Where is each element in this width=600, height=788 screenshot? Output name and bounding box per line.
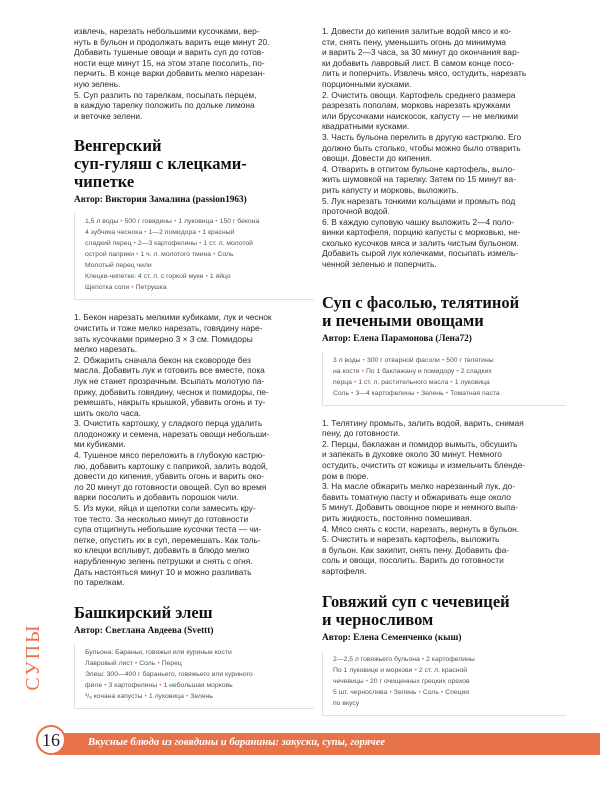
ingredient-line <box>85 647 310 658</box>
ingredient-item: острой паприки <box>85 251 135 259</box>
ingredient-item: 1 небольшая морковь <box>163 681 233 689</box>
bullet-icon: • <box>215 218 218 226</box>
ingredient-item: 1 ст. л. растительного масла <box>358 378 449 386</box>
text-line: ности еще минут 15, на этом этапе посолить, по- <box>74 57 265 68</box>
text-line: жить шумовкой на тарелку. Затем по 15 минут ва- <box>322 174 516 185</box>
ingredients-box <box>322 352 566 406</box>
bullet-icon: • <box>198 229 201 237</box>
ingredient-item: По 1 баклажану и помидору <box>365 367 455 375</box>
bullet-icon: • <box>445 389 449 397</box>
ingredient-line <box>333 355 562 366</box>
text-line: рить жидкость, постоянно помешивая. <box>322 513 472 523</box>
bullet-icon: • <box>414 666 417 674</box>
text-line: проточной водой. <box>322 206 390 217</box>
text-line: шить около часа. <box>74 407 141 418</box>
text-line: ми кубиками. <box>74 439 126 450</box>
ingredient-item: 1 луковица <box>148 692 184 700</box>
ingredient-item: Молотый перец чили <box>85 262 152 270</box>
ingredient-item: Зелень <box>420 389 444 397</box>
ingredient-line <box>333 388 562 399</box>
recipe-title: Говяжий суп с чечевицей и черносливом <box>322 591 510 629</box>
text-line: тое тесто. За несколько минут до готовности <box>74 513 249 524</box>
bullet-icon: • <box>199 240 202 248</box>
ingredient-line <box>85 669 310 680</box>
ingredient-item: 1 ст. л. молотой <box>203 240 253 248</box>
ingredient-item: 500 г телятины <box>446 356 494 364</box>
text-line: лю, добавить картошку с паприкой, залить водой, <box>74 460 268 471</box>
text-line: 2. Обжарить сначала бекон на сковороде без <box>74 354 251 365</box>
ingredients-box <box>322 651 566 716</box>
text-line: 6. В каждую суповую чашку выложить 2—4 поло- <box>322 216 514 227</box>
ingredient-line <box>333 654 562 665</box>
text-line: бавить томатную пасту и обжаривать еще около <box>322 491 511 502</box>
bullet-icon: • <box>440 688 444 696</box>
text-line: Дать настояться минут 10 и можно разливать <box>74 566 252 577</box>
recipe-author: Автор: Светлана Авдеева (Svettt) <box>74 625 214 636</box>
ingredient-line <box>85 680 310 691</box>
ingredient-item: чечевицы <box>333 677 364 685</box>
bullet-icon: • <box>351 389 354 397</box>
bullet-icon: • <box>362 356 365 364</box>
ingredient-line <box>333 676 562 687</box>
text-line: нарубленную зелень петрушки и снять с огня. <box>74 556 253 566</box>
bullet-icon: • <box>361 367 364 375</box>
text-line: сколько кусочков мяса и залить чистым бульоном. <box>322 237 519 248</box>
text-line: 5 минут. Добавить овощное пюре и немного выпа- <box>322 502 519 513</box>
ingredient-item: Соль <box>217 251 234 259</box>
section-sidebar <box>18 612 48 702</box>
recipe-title: Венгерский суп-гуляш с клецками- чипетке <box>74 136 247 192</box>
text-line: ремешать, накрыть крышкой, убавить огонь и ту- <box>74 397 266 408</box>
recipe-author: Автор: Виктория Замалина (passion1963) <box>74 195 247 206</box>
bullet-icon: • <box>120 218 123 226</box>
ingredient-line <box>85 658 310 669</box>
right-intro-text <box>322 26 566 270</box>
recipe-hungarian-goulash <box>74 137 314 587</box>
bullet-icon: • <box>104 681 107 689</box>
ingredient-item: 1 ч. л. молотого тмина <box>140 251 212 259</box>
ingredient-item: 2—2,5 л говяжьего бульона <box>333 655 420 663</box>
ingredient-line <box>85 227 310 238</box>
bullet-icon: • <box>185 692 189 700</box>
right-column <box>322 26 566 728</box>
text-line: должно быть столько, чтобы можно было отварить <box>322 142 521 153</box>
ingredient-item: 150 г бекона <box>219 218 260 226</box>
ingredient-line <box>333 366 562 377</box>
ingredient-item: Петрушка <box>135 284 167 292</box>
ingredient-item: 1—2 помидора <box>148 229 197 237</box>
recipe-bashkir-elesh <box>74 604 314 709</box>
ingredient-item: Бульона: Бараньи, говяжьи или куриные кости <box>85 648 232 656</box>
text-line: прику, добавить говядину, чеснок и помидоры, пе- <box>74 386 269 397</box>
text-line: перчить. В конце варки добавить мелко нарезан- <box>74 68 266 79</box>
text-line: ко клецки всплывут, добавить в блюдо мелко <box>74 545 250 556</box>
text-line: 4. Тушеное мясо переложить в глубокую кастрю- <box>74 450 266 461</box>
ingredient-item: Соль <box>333 389 350 397</box>
text-line: 5. Лук нарезать тонкими кольцами и промыть под <box>322 195 516 206</box>
text-line: 1. Бекон нарезать мелкими кубиками, лук и чеснок <box>74 312 272 323</box>
left-column <box>74 26 314 721</box>
text-line: 1. Довести до кипения залитые водой мясо и ко- <box>322 26 512 36</box>
bullet-icon: • <box>133 240 136 248</box>
ingredient-item: 3 картофелины <box>108 681 158 689</box>
left-intro-text <box>74 26 314 121</box>
text-line: лук не станет прозрачным. Всыпать молотую па- <box>74 375 265 386</box>
ingredient-item: Элеш: 300—400 г бараньего, говяжьего или куриного <box>85 670 253 678</box>
text-line: или брусочками наискосок, капусту — не мелкими <box>322 110 519 121</box>
ingredient-item: 1 красный <box>202 229 235 237</box>
ingredient-line <box>85 271 310 282</box>
recipe-bean-veal-soup <box>322 294 566 577</box>
bullet-icon: • <box>144 229 147 237</box>
ingredient-item: 1 яйцо <box>209 273 231 281</box>
text-line: 5. Очистить и нарезать картофель, выложить <box>322 534 500 545</box>
ingredient-line <box>333 377 562 388</box>
ingredient-item: 1 луковица <box>454 378 490 386</box>
text-line: довести до кипения, убавить огонь и варить око- <box>74 471 264 482</box>
bullet-icon: • <box>205 273 208 281</box>
bullet-icon: • <box>159 681 162 689</box>
text-line: очистить и тоже мелко нарезать, говядину наре- <box>74 322 263 333</box>
ingredient-item: Томатная паста <box>450 389 500 397</box>
ingredient-item: 1 луковица <box>178 218 214 226</box>
ingredient-item: Зелень <box>190 692 213 700</box>
text-line: ченной зеленью и поперчить. <box>322 259 437 270</box>
text-line: мелко нарезать. <box>74 344 138 355</box>
text-line: винки картофеля, порцию капусты с морковью, не- <box>322 227 521 238</box>
text-line: 1. Телятину промыть, залить водой, варить, снимая <box>322 417 524 428</box>
bullet-icon: • <box>136 251 139 259</box>
bullet-icon: • <box>421 655 425 663</box>
ingredient-item: филе <box>85 681 103 689</box>
text-line: ром в пюре. <box>322 470 369 481</box>
ingredient-item: Зелень <box>393 688 417 696</box>
page-number: 16 <box>36 725 66 755</box>
ingredient-item: ¹/₆ кочана капусты <box>85 692 143 700</box>
text-line: 5. Суп разлить по тарелкам, посыпать перцем, <box>74 89 257 100</box>
ingredient-line <box>85 282 310 293</box>
recipe-title: Башкирский элеш <box>74 602 213 622</box>
text-line: ки добавить лавровый лист. В самом конце посо- <box>322 57 515 68</box>
footer-book-title: Вкусные блюда из говядины и баранины: закуски, супы, горячее <box>88 737 386 748</box>
ingredient-item: 2 ст. л. красной <box>418 666 468 674</box>
text-line: извлечь, нарезать небольшими кусочками, вер- <box>74 26 260 36</box>
text-line: 4. Отварить в отпитом бульоне картофель, выло- <box>322 163 515 174</box>
ingredient-line <box>333 698 562 709</box>
ingredient-item: Лавровый лист <box>85 659 133 667</box>
bullet-icon: • <box>157 659 160 667</box>
text-line: плодоножку и семена, нарезать овощи небольши- <box>74 428 270 439</box>
ingredient-item: 500 г говядины <box>124 218 172 226</box>
text-line: 5. Из муки, яйца и щепотки соли замесить кру- <box>74 503 256 514</box>
text-line: варки посолить и добавить порошок чили. <box>74 492 239 503</box>
bullet-icon: • <box>144 692 147 700</box>
text-line: в каждую тарелку положить по дольке лимона <box>74 100 255 111</box>
bullet-icon: • <box>450 378 453 386</box>
ingredient-item: По 1 луковице и моркови <box>333 666 413 674</box>
ingredient-item: 20 г очищенных грецких орехов <box>370 677 470 685</box>
ingredients-box <box>74 644 314 709</box>
ingredient-item: 4 зубчика чеснока <box>85 229 143 237</box>
text-line: нуть в бульон и продолжать варить еще минут 20. <box>74 36 270 47</box>
ingredient-item: Перец <box>161 659 182 667</box>
bullet-icon: • <box>173 218 177 226</box>
text-line: петке, опустить их в суп, перемешать. Как толь- <box>74 534 261 545</box>
text-line: 4. Мясо снять с кости, нарезать, вернуть в бульон. <box>322 523 520 534</box>
text-line: 2. Перцы, баклажан и помидор вымыть, обсушить <box>322 438 518 449</box>
text-line: порционными кусками. <box>322 78 412 89</box>
recipe-author: Автор: Елена Парамонова (Лена72) <box>322 333 472 344</box>
text-line: Добавить тушеные овощи и варить суп до готов- <box>74 47 264 58</box>
ingredient-item: на кости <box>333 367 360 375</box>
text-line: масла. Добавить лук и готовить все вместе, пока <box>74 365 265 376</box>
recipe-author: Автор: Елена Семенченко (кыш) <box>322 632 462 643</box>
text-line: овощи. Довести до кипения. <box>322 153 432 164</box>
ingredient-line <box>333 687 562 698</box>
ingredient-item: Специи <box>445 688 470 696</box>
text-line: рить капусту и морковь, выложить. <box>322 184 459 195</box>
text-line: Добавить сырой лук колечками, посыпать измель- <box>322 248 519 259</box>
ingredient-item: 3—4 картофелины <box>355 389 415 397</box>
section-label: СУПЫ <box>22 623 44 691</box>
ingredient-line <box>85 216 310 227</box>
ingredient-item: 3 л воды <box>333 356 361 364</box>
ingredient-item: сладкий перец <box>85 240 132 248</box>
ingredient-line <box>333 665 562 676</box>
text-line: 3. Часть бульона перелить в другую кастрюлю. Его <box>322 131 522 142</box>
bullet-icon: • <box>365 677 368 685</box>
recipe-title: Суп с фасолью, телятиной и печеными овощами <box>322 292 520 330</box>
ingredient-line <box>85 238 310 249</box>
ingredients-box <box>74 213 314 300</box>
text-line: по тарелкам. <box>74 577 125 588</box>
ingredient-item: Щепотка соли <box>85 284 130 292</box>
text-line: 3. Очистить картошку, у сладкого перца удалить <box>74 418 263 429</box>
ingredient-item: 5 шт. чернослива <box>333 688 388 696</box>
ingredient-item: перца <box>333 378 352 386</box>
ingredient-item: Соль <box>139 659 156 667</box>
text-line: и запекать в духовке около 30 минут. Немного <box>322 449 502 460</box>
ingredient-line <box>85 249 310 260</box>
recipe-lentil-prune-soup <box>322 593 566 716</box>
ingredient-item: Клецки-чипетке: 4 ст. л. с горкой муки <box>85 273 204 281</box>
text-line: 3. На масле обжарить мелко нарезанный лук, до- <box>322 481 515 492</box>
text-line: и варить 2—3 часа, за 30 минут до окончания вар- <box>322 47 520 58</box>
ingredient-item: 1,5 л воды <box>85 218 119 226</box>
recipe-steps <box>322 418 566 577</box>
bullet-icon: • <box>353 378 357 386</box>
bullet-icon: • <box>456 367 459 375</box>
text-line: лить и поперчить. Извлечь мясо, остудить, нарезать <box>322 68 527 79</box>
text-line: ло 20 минут до готовности овощей. Суп во время <box>74 481 267 492</box>
text-line: пену, до готовности. <box>322 428 401 439</box>
bullet-icon: • <box>389 688 392 696</box>
ingredient-line <box>85 260 310 271</box>
ingredient-line <box>85 691 310 702</box>
recipe-steps <box>74 312 314 587</box>
text-line: 2. Очистить овощи. Картофель среднего размера <box>322 89 516 100</box>
bullet-icon: • <box>213 251 216 259</box>
ingredient-item: 300 г отварной фасоли <box>366 356 440 364</box>
ingredient-item: Соль <box>422 688 439 696</box>
ingredient-item: 2 сладких <box>460 367 492 375</box>
text-line: зать кусочками примерно 3 × 3 см. Помидоры <box>74 333 253 344</box>
text-line: соль и овощи, посолить. Варить до готовности <box>322 555 504 566</box>
text-line: супа отщипнуть небольшие кусочки теста — чи- <box>74 524 262 535</box>
text-line: остудить, очистить от кожицы и измельчить бленде- <box>322 460 526 471</box>
bullet-icon: • <box>441 356 445 364</box>
ingredient-item: 2 картофелины <box>426 655 475 663</box>
bullet-icon: • <box>416 389 419 397</box>
bullet-icon: • <box>131 284 134 292</box>
ingredient-item: 2—3 картофелины <box>137 240 198 248</box>
text-line: в бульон. Как закипит, снять пену. Добавить фа- <box>322 544 510 555</box>
text-line: картофеля. <box>322 565 367 576</box>
bullet-icon: • <box>134 659 138 667</box>
text-line: и веточке зелени. <box>74 110 143 121</box>
bullet-icon: • <box>418 688 421 696</box>
text-line: ную зелень. <box>74 78 121 89</box>
text-line: квадратными кусками. <box>322 121 410 132</box>
text-line: сти, снять пену, уменьшить огонь до минимума <box>322 36 506 47</box>
text-line: разрезать пополам, морковь нарезать кружками <box>322 100 511 111</box>
ingredient-item: по вкусу <box>333 699 360 707</box>
